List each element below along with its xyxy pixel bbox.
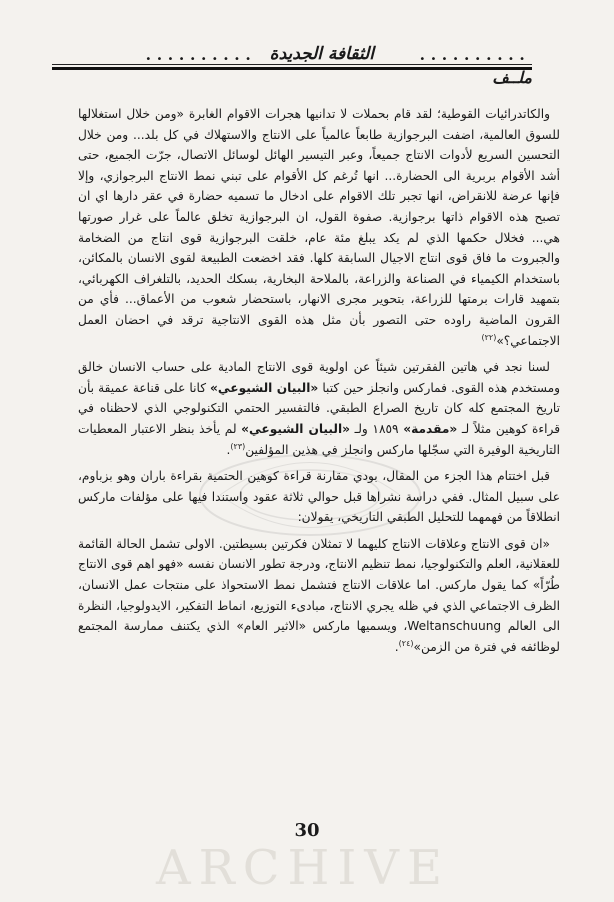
text-run: . <box>226 442 231 457</box>
paragraph <box>78 357 560 460</box>
journal-title: الثقافة الجديدة <box>262 44 382 64</box>
paragraph <box>78 534 560 658</box>
bold-title: «البيان الشيوعي» <box>241 421 351 436</box>
bold-title: «البيان الشيوعي» <box>210 380 319 395</box>
text-run: ١٨٥٩ ولـ <box>350 421 404 436</box>
header-ornament-right: • • • • • • • • • • <box>419 54 526 65</box>
text-run: لم يأخذ بنظر الاعتبار المعطيات التاريخية الوفيرة التي سجّلها ماركس وانجلز في هذين المؤلفين <box>78 421 560 457</box>
footnote-ref: (٢٣) <box>230 441 246 451</box>
bold-title: «مقدمة» <box>403 421 458 436</box>
paragraph <box>78 466 560 528</box>
footnote-ref: (٢٤) <box>398 638 414 648</box>
page-number: 30 <box>294 820 320 841</box>
article-body <box>78 104 560 663</box>
text-run: قبل اختتام هذا الجزء من المقال، بودي مقارنة قراءة كوهين الحتمية بقراءة باران وهو بزباوم، على سبيل المثال. ففي دراسة نشراها قبل حوالي ثلاثة عقود واستندا فيها على مؤلفات ماركس انطلاقاً من فهمهما للتحليل الطبقي التاريخي، يقولان: <box>78 469 560 525</box>
paragraph <box>78 104 560 351</box>
text-run: «ان قوى الانتاج وعلاقات الانتاج كليهما لا تمثلان فكرتين بسيطتين. الاولى تشمل الحالة القائمة للعقلانية، العلم والتكنولوجيا، نمط تنظيم الانتاج، ودرجة تطور الانسان نفسه «فهو اهم قوى الانتاج طُرّاً» كما يقول ماركس. اما علاقات الانتاج فتشمل نمط الاستحواذ على منتجات عمل الانسان، الظرف الاجتماعي الذي في ظله يجري الانتاج، مبادىء التوزيع، انماط التفكير، الايدولوجيا، النظرة الى العالم Weltanschuung، ويسميها ماركس «الاثير العام» الذي يكتنف ممارسة المجتمع لوظائفه في فترة من الزمن» <box>78 536 560 654</box>
running-header <box>52 40 532 87</box>
footnote-ref: (٢٢) <box>481 332 497 342</box>
watermark-text: ARCHIVE <box>155 840 450 896</box>
text-run: كانا على قناعة عميقة بأن تاريخ المجتمع كله كان تاريخ الصراع الطبقي. فالتفسير الحتمي التكنولوجي الذي لاحظناه في قراءة كوهين مثلاً لـ <box>78 380 561 436</box>
text-run: لسنا نجد في هاتين الفقرتين شيئاً عن اولوية قوى الانتاج المادية على حساب الانسان خالق ومستخدم هذه القوى. فماركس وانجلز حين كتبا <box>78 360 560 395</box>
header-rule-thick <box>52 67 532 70</box>
text-run: والكاتدرائيات القوطية؛ لقد قام بحملات لا تدانيها هجرات الاقوام الغابرة «ومن خلال استغلالها للسوق العالمية، اضفت البرجوازية طابعاً عالمياً على الانتاج والاستهلاك في كل بلد... ومن خلال التحسين السريع لأدوات الانتاج جميعاً، وعبر التيسير الهائل لوسائل الاتصال، جرّت الجميع، حتى أشد الأقوام بربرية الى الحضارة... انها تُرغم كل الأقوام على تبني نمط الانتاج البرجوازي، وإلا فإنها عرضة للانقراض، انها تجبر تلك الاقوام على ادخال ما تسميه حضارة في عقر دارها اي ان تصبح هذه الاقوام ذاتها برجوازية. صفوة القول، ان البرجوازية تخلق عالماً على غرار صورتها هي... فخلال حكمها الذي لم يكد يبلغ مئة عام، خلقت البرجوازية قوى انتاج من الضخامة والجبروت ما فاق قوى انتاج الاجيال السابقة كلها. فقد اخضعت الطبيعة لقوى الانسان بالمكائن، باستخدام الكيمياء في الصناعة والزراعة، بالملاحة البخارية، بسكك الحديد، بالتلغراف الكهربائي، بتمهيد قارات برمتها للزراعة، بتحوير مجرى الانهار، باستحضار شعوب من الأعماق... فأي من القرون الماضية راوده حتى التصور بأن مثل هذه القوى الانتاجية ترقد في احضان العمل الاجتماعي؟» <box>78 107 560 348</box>
section-label: ملــف <box>492 68 532 87</box>
text-run: . <box>394 639 399 654</box>
header-ornament-left: • • • • • • • • • • <box>145 54 252 65</box>
